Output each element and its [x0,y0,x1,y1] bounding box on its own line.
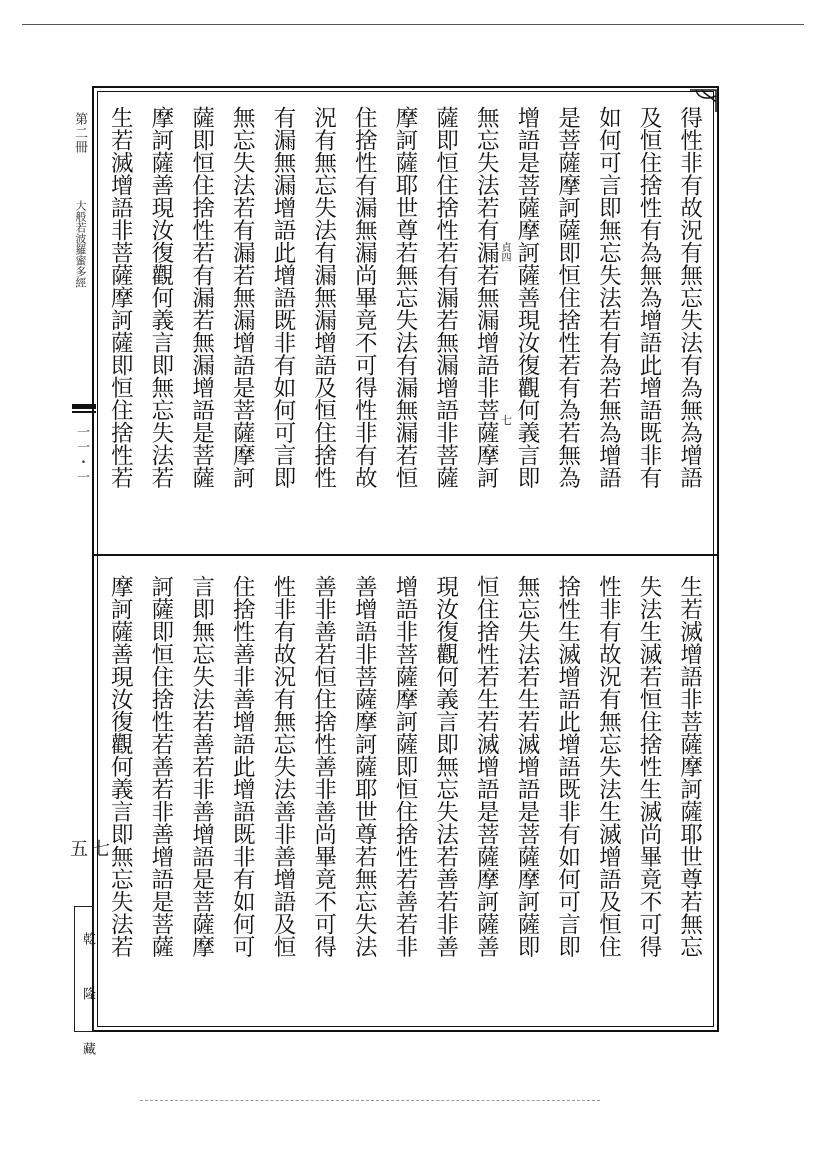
text-column [547,106,588,546]
text-column [466,106,507,546]
text-column-content: 無忘失法若生若滅增語是菩薩摩訶薩即 [513,575,540,958]
text-column-content: 恒住捨性若生若滅增語是菩薩摩訶薩善 [473,575,500,958]
text-column-content: 言即無忘失法若善若非善增語是菩薩摩 [188,575,215,958]
text-column-content: 訶薩即恒住捨性若善若非善增語是菩薩 [147,575,174,958]
text-column-content: 現汝復觀何義言即無忘失法若善若非善 [432,575,459,958]
text-column-content: 摩訶薩善現汝復觀何義言即無忘失法若 [147,106,174,489]
text-column-content: 無忘失法若有漏若無漏增語是菩薩摩訶 [229,106,256,489]
text-column [507,106,548,546]
text-column [385,106,426,546]
text-column [588,575,629,1015]
top-text-panel [100,106,710,546]
text-column [425,106,466,546]
text-column [547,575,588,1015]
text-column [669,106,710,546]
text-column-content: 失法生滅若恒住捨性生滅尚畢竟不可得 [635,575,662,958]
text-column-content: 善增語非菩薩摩訶薩耶世尊若無忘失法 [351,575,378,958]
fold-mark [72,404,96,409]
text-column [629,575,670,1015]
text-column-content: 性非有故況有無忘失法生滅增語及恒住 [595,575,622,958]
text-column [141,106,182,546]
text-column [100,106,141,546]
text-column [507,575,548,1015]
text-column-content: 如何可言即無忘失法若有為若無為增語 [595,106,622,489]
text-column [303,106,344,546]
text-column-content: 住捨性善非善增語此增語既非有如何可 [229,575,256,958]
margin-collection: 乾隆藏 [80,932,95,1097]
text-column [181,106,222,546]
text-column-content: 薩即恒住捨性若有漏若無漏增語非菩薩 [432,106,459,489]
panel-label: 貞四 [499,242,510,262]
text-column-content: 增語是菩薩摩訶薩善現汝復觀何義言即 [513,106,540,489]
panel-number: 七 [501,414,512,427]
text-column-content: 生若滅增語非菩薩摩訶薩即恒住捨性若 [107,106,134,489]
text-column [425,575,466,1015]
text-column-content: 有漏無漏增語此增語既非有如何可言即 [269,106,296,489]
text-column-content: 薩即恒住捨性若有漏若無漏增語是菩薩 [188,106,215,489]
text-column-content: 住捨性有漏無漏尚畢竟不可得性非有故 [351,106,378,489]
text-column [263,575,304,1015]
text-column-content: 捨性生滅增語此增語既非有如何可言即 [554,575,581,958]
fold-mark-thin [72,411,96,413]
text-column-content: 增語非菩薩摩訶薩即恒住捨性若善若非 [391,575,418,958]
text-column-content: 是菩薩摩訶薩即恒住捨性若有為若無為 [554,106,581,489]
text-column [100,575,141,1015]
text-column [222,106,263,546]
margin-section-index: 一一・一 [74,425,89,485]
text-column [588,106,629,546]
page-top-rule [22,24,804,25]
text-column-content: 摩訶薩善現汝復觀何義言即無忘失法若 [107,575,134,958]
text-column-content: 摩訶薩耶世尊若無忘失法有漏無漏若恒 [391,106,418,489]
text-column [669,575,710,1015]
text-column [344,575,385,1015]
text-column [263,106,304,546]
scan-edge-mark [140,1100,600,1102]
text-column [385,575,426,1015]
text-column [181,575,222,1015]
text-column-content: 無忘失法若有漏若無漏增語非菩薩摩訶 [473,106,500,489]
text-column [344,106,385,546]
margin-page-number: 五七 [70,839,114,860]
text-column [303,575,344,1015]
text-column-content: 性非有故況有無忘失法善非善增語及恒 [269,575,296,958]
bottom-text-panel [100,575,710,1015]
text-column-content: 及恒住捨性有為無為增語此增語既非有 [635,106,662,489]
text-column [466,575,507,1015]
text-column-content: 善非善若恒住捨性善非善尚畢竟不可得 [310,575,337,958]
text-column [141,575,182,1015]
panel-divider [92,554,719,556]
margin-volume-label: 第二冊 [72,112,87,154]
margin-sutra-title: 大般若波羅蜜多經 [74,200,87,288]
text-column [222,575,263,1015]
text-column [629,106,670,546]
text-column-content: 得性非有故況有無忘失法有為無為增語 [676,106,703,489]
text-column-content: 生若滅增語非菩薩摩訶薩耶世尊若無忘 [676,575,703,958]
text-column-content: 況有無忘失法有漏無漏增語及恒住捨性 [310,106,337,489]
